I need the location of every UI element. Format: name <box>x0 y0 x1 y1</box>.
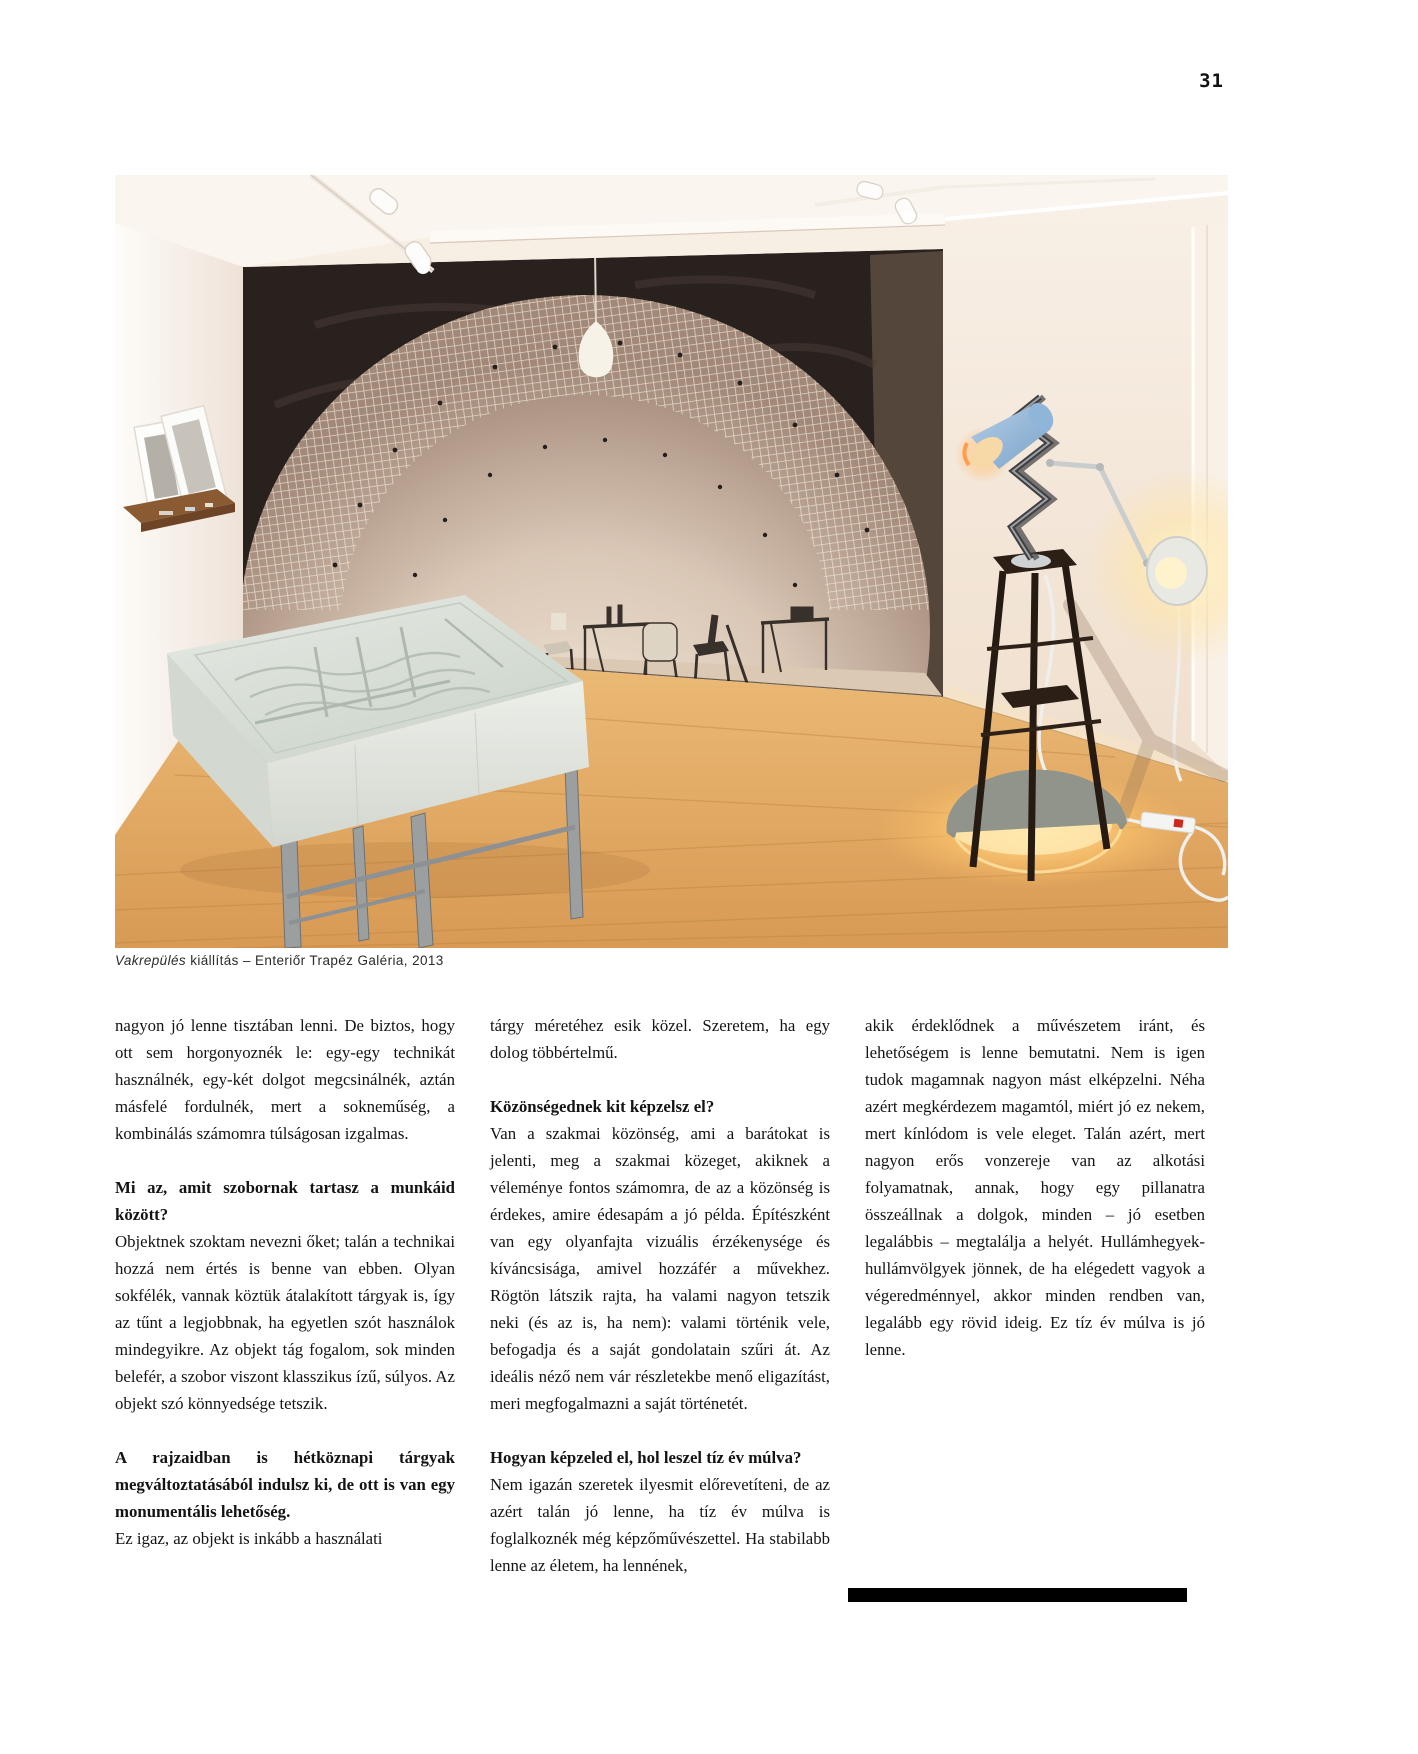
question-heading: Hogyan képzeled el, hol leszel tíz év múlva? <box>490 1448 802 1467</box>
article-column-1 <box>115 1012 455 1579</box>
end-rule <box>848 1588 1187 1602</box>
question-heading: Mi az, amit szobornak tartasz a munkáid között? <box>115 1178 455 1224</box>
paragraph: tárgy méretéhez esik közel. Szeretem, ha egy dolog többértelmű. <box>490 1016 830 1062</box>
power-strip-switch <box>1173 819 1183 828</box>
paragraph: Van a szakmai közönség, ami a barátokat is jelenti, meg a szakmai közeget, akiknek a véleménye fontos számomra, de az a közönség is érdekes, amire édesapám a jó példa. Építészként van egy olyanfajta vizuális érzékenysége és kíváncsisága, amivel hozzáfér a művekhez. Rögtön látszik rajta, ha valami nagyon tetszik neki (és az is, ha nem): valami történik vele, befogadja és a saját gondolatain szűri át. Az ideális néző nem vár részletekbe menő eligazítást, meri megfogalmazni a saját történetét. <box>490 1124 830 1413</box>
question-heading: Közönségednek kit képzelsz el? <box>490 1097 715 1116</box>
question-heading: A rajzaidban is hétköznapi tárgyak megváltoztatásából indulsz ki, de ott is van egy monumentális lehetőség. <box>115 1448 455 1521</box>
paragraph: Ez igaz, az objekt is inkább a használati <box>115 1529 383 1548</box>
article-column-3 <box>865 1012 1205 1579</box>
caption-artwork-title: Vakrepülés <box>115 953 187 968</box>
paragraph: Objektnek szoktam nevezni őket; talán a technikai hozzá nem értés is benne van ebben. Olyan sokfélék, vannak köztük átalakított tárgyak is, így az tűnt a legjobbnak, ha egyetlen szót használok mindegyikre. Az objekt tág fogalom, sok minden belefér, a szobor viszont klasszikus ízű, súlyos. Az objekt szó könnyedsége tetszik. <box>115 1232 455 1413</box>
photo-caption <box>115 953 444 968</box>
paragraph: Nem igazán szeretek ilyesmit előrevetíteni, de az azért talán jó lenne, ha tíz év múlva is foglalkoznék még képzőművészettel. Ha stabilabb lenne az életem, ha lennének, <box>490 1475 830 1575</box>
exhibition-photo <box>115 175 1228 948</box>
paragraph: akik érdeklődnek a művészetem iránt, és lehetőségem is lenne bemutatni. Nem is igen tudok magamnak nagyon mást elképzelni. Néha azért megkérdezem magamtól, miért jó ez nekem, mert kínlódom is vele eleget. Talán azért, mert nagyon erős vonzereje van az alkotási folyamatnak, annak, hogy egy pillanatra összeállnak a dolgok, minden – jó esetben legalábbis – megtalálja a helyét. Hullámhegyek-hullámvölgyek jönnek, de ha elégedett vagyok a végeredménnyel, akkor minden rendben van, legalább egy rövid ideig. Ez tíz év múlva is jó lenne. <box>865 1016 1205 1359</box>
page-number: 31 <box>1199 70 1224 92</box>
exhibition-photo-graphic <box>115 175 1228 948</box>
paragraph: nagyon jó lenne tisztában lenni. De biztos, hogy ott sem horgonyoznék le: egy-egy technikát használnék, egy-két dolgot megcsinálnék, aztán másfelé fordulnék, mert a sokneműség, a kombinálás számomra túlságosan izgalmas. <box>115 1016 455 1143</box>
article-columns <box>115 1012 1205 1579</box>
article-column-2 <box>490 1012 830 1579</box>
caption-details: kiállítás – Enteriőr Trapéz Galéria, 2013 <box>186 953 444 968</box>
